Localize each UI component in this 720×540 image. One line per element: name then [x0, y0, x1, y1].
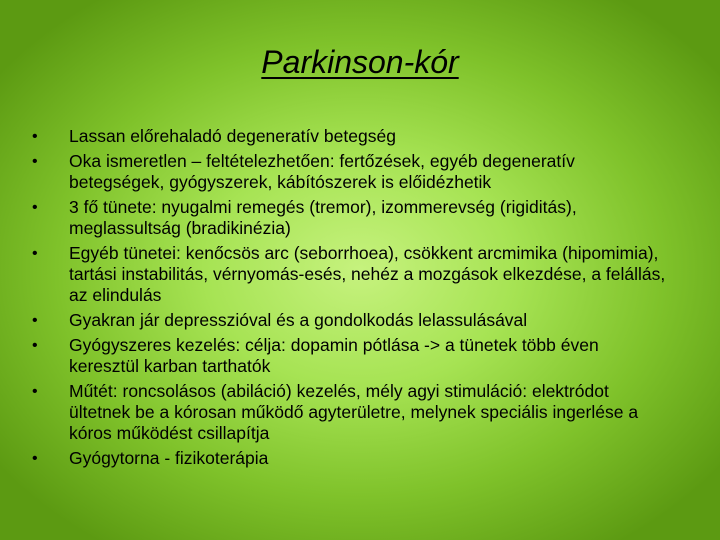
bullet-text: Oka ismeretlen – feltételezhetően: fertőzések, egyéb degeneratív betegségek, gyógyszerek, kábítószerek is előidézhetik	[69, 151, 575, 192]
bullet-text: Egyéb tünetei: kenőcsös arc (seborrhoea), csökkent arcmimika (hipomimia), tartási instabilitás, vérnyomás-esés, nehéz a mozgások elkezdése, a felállás, az elindulás	[69, 243, 666, 305]
bullet-text: Gyógyszeres kezelés: célja: dopamin pótlása -> a tünetek több éven keresztül karban tarthatók	[69, 335, 599, 376]
bullet-dot-icon: •	[32, 199, 38, 216]
bullet-item	[30, 126, 670, 147]
bullet-item	[30, 310, 670, 331]
bullet-item	[30, 448, 670, 469]
bullet-item	[30, 243, 670, 306]
bullet-dot-icon: •	[32, 450, 38, 467]
bullet-dot-icon: •	[32, 383, 38, 400]
bullet-dot-icon: •	[32, 245, 38, 262]
bullet-dot-icon: •	[32, 337, 38, 354]
bullet-text: 3 fő tünete: nyugalmi remegés (tremor), izommerevség (rigiditás), meglassultság (bradikinézia)	[69, 197, 577, 238]
bullet-item	[30, 335, 670, 377]
bullet-list	[30, 126, 670, 473]
bullet-dot-icon: •	[32, 312, 38, 329]
bullet-text: Lassan előrehaladó degeneratív betegség	[69, 126, 396, 146]
bullet-item	[30, 381, 670, 444]
bullet-text: Gyakran jár depresszióval és a gondolkodás lelassulásával	[69, 310, 528, 330]
bullet-dot-icon: •	[32, 128, 38, 145]
bullet-item	[30, 151, 670, 193]
slide-title: Parkinson-kór	[261, 44, 459, 80]
bullet-item	[30, 197, 670, 239]
bullet-dot-icon: •	[32, 153, 38, 170]
bullet-text: Gyógytorna - fizikoterápia	[69, 448, 269, 468]
bullet-text: Műtét: roncsolásos (abiláció) kezelés, mély agyi stimuláció: elektródot ültetnek be a kórosan működő agyterületre, melynek speciális ingerlése a kóros működést csillapítja	[69, 381, 639, 443]
